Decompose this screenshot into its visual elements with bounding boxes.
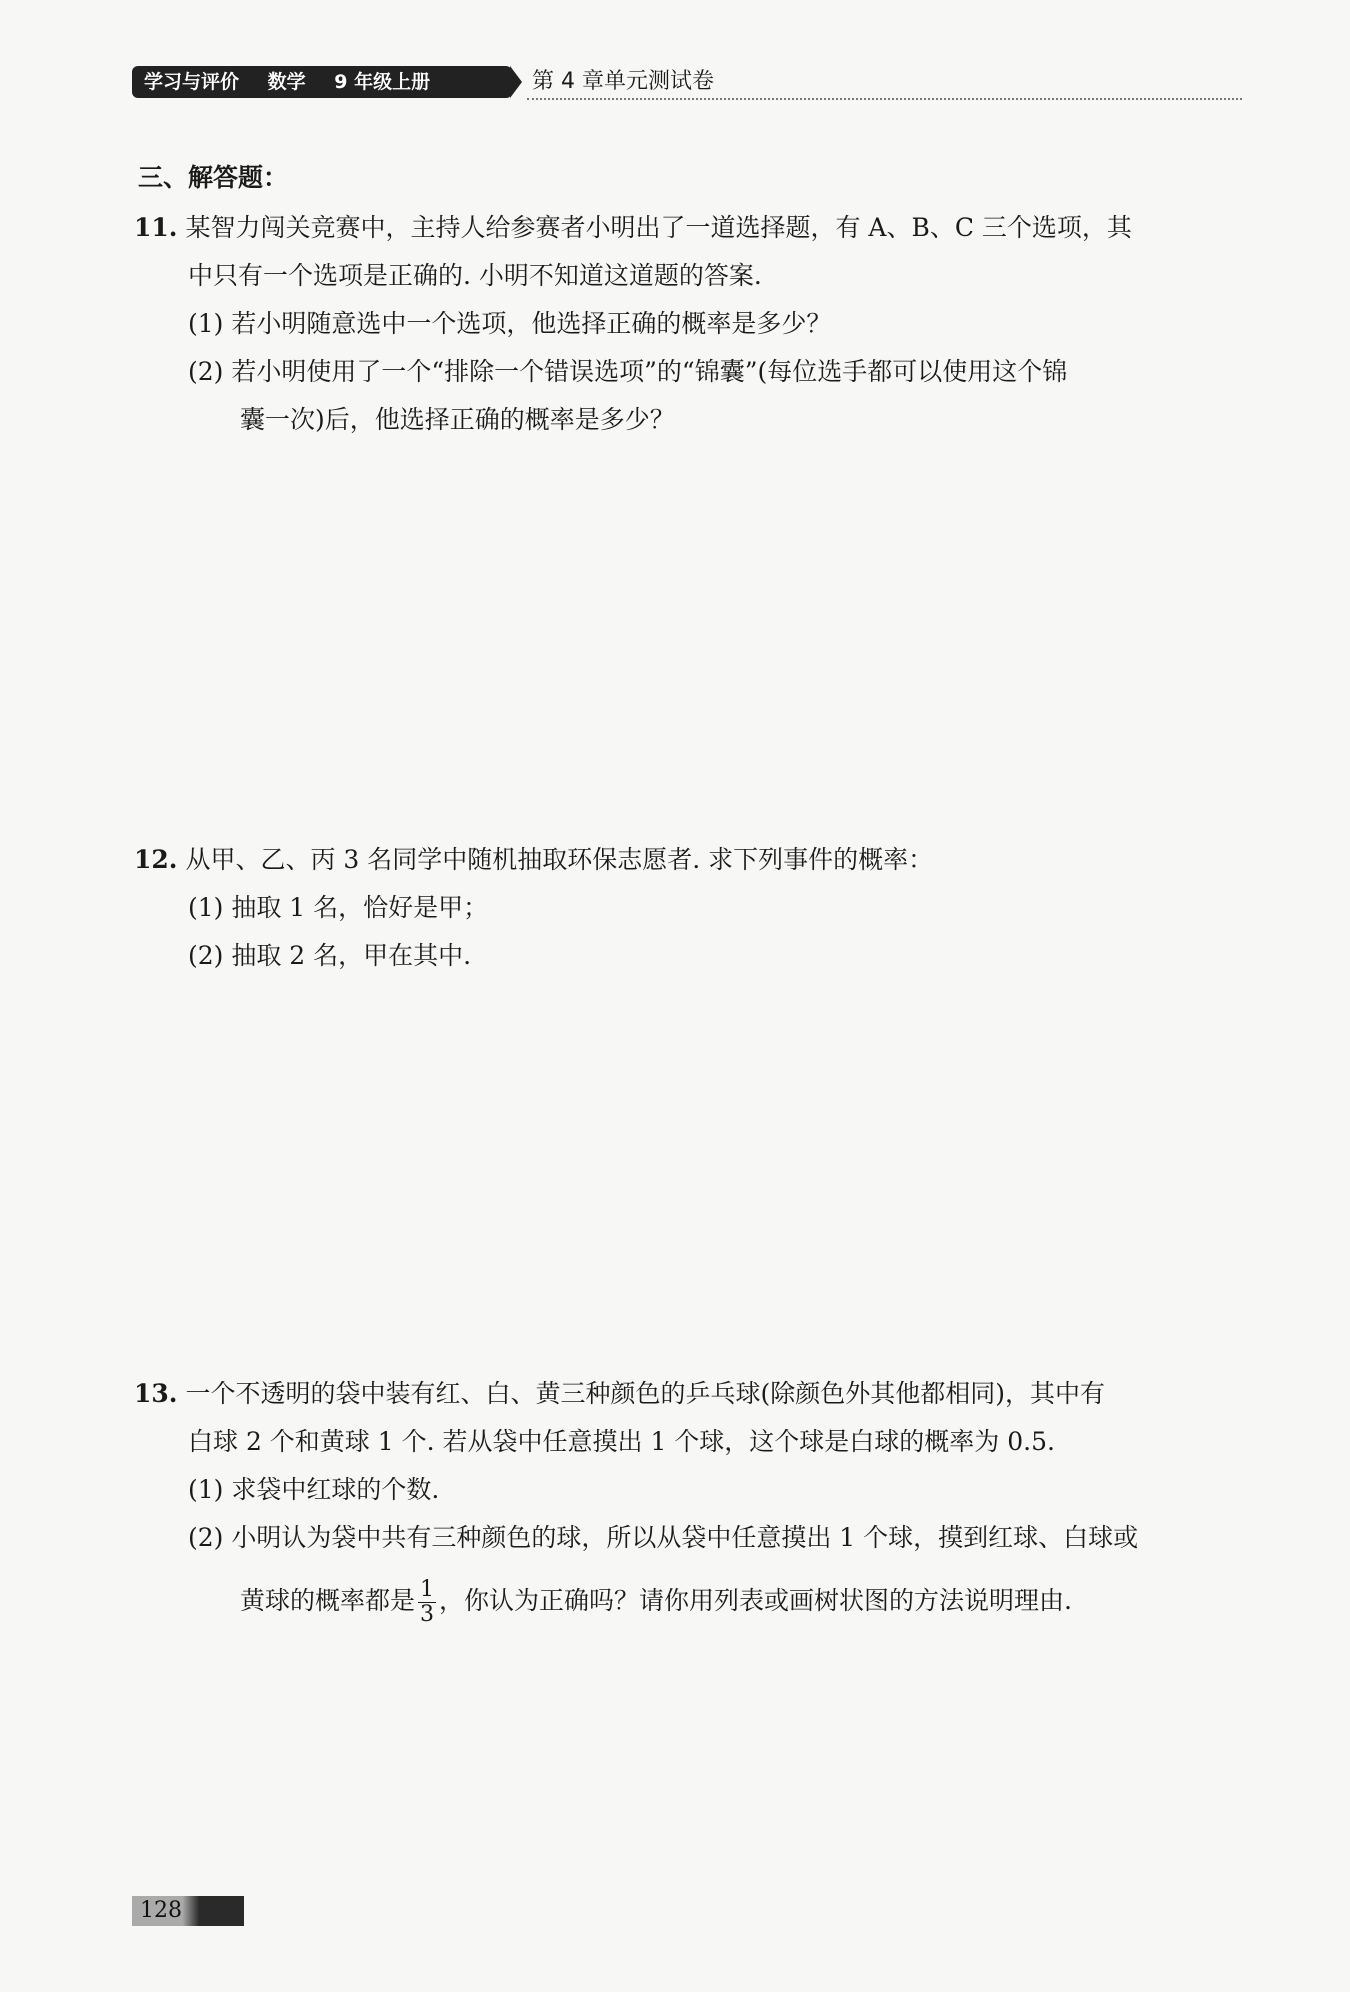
header-chapter-title: 第 4 章单元测试卷 xyxy=(532,69,714,94)
question-13-line-2: 白球 2 个和黄球 1 个. 若从袋中任意摸出 1 个球，这个球是白球的概率为 0.5. xyxy=(188,1427,1055,1456)
header-grade: 9 年级上册 xyxy=(334,71,431,93)
question-13-part-1: (1) 求袋中红球的个数. xyxy=(188,1475,440,1504)
header-badge xyxy=(132,66,512,98)
question-text: 从甲、乙、丙 3 名同学中随机抽取环保志愿者. 求下列事件的概率： xyxy=(185,845,934,874)
question-11-part-1: (1) 若小明随意选中一个选项，他选择正确的概率是多少？ xyxy=(188,309,832,338)
fraction-line-before: 黄球的概率都是 xyxy=(240,1586,416,1615)
question-11-line-2: 中只有一个选项是正确的. 小明不知道这道题的答案. xyxy=(188,261,762,290)
question-12-line-1 xyxy=(134,842,933,878)
question-number: 12. xyxy=(134,845,178,874)
question-number: 11. xyxy=(134,213,178,242)
question-13-part-2-line-1: (2) 小明认为袋中共有三种颜色的球，所以从袋中任意摸出 1 个球，摸到红球、白球或 xyxy=(188,1523,1139,1552)
header-dotted-rule xyxy=(527,98,1242,100)
header-book-title: 学习与评价 xyxy=(144,71,240,93)
question-11-line-1 xyxy=(134,210,1132,246)
fraction-line-after: ，你认为正确吗？请你用列表或画树状图的方法说明理由. xyxy=(439,1586,1072,1615)
header-subject: 数学 xyxy=(267,71,306,93)
question-12-part-2: (2) 抽取 2 名，甲在其中. xyxy=(188,941,472,970)
question-11-part-2-line-1: (2) 若小明使用了一个“排除一个错误选项”的“锦囊”(每位选手都可以使用这个锦 xyxy=(188,357,1068,386)
question-text: 一个不透明的袋中装有红、白、黄三种颜色的乒乓球(除颜色外其他都相同)，其中有 xyxy=(185,1379,1105,1408)
section-title: 三、解答题： xyxy=(138,163,289,192)
fraction-numerator: 1 xyxy=(420,1577,435,1602)
question-12-part-1: (1) 抽取 1 名，恰好是甲； xyxy=(188,893,489,922)
question-13-part-2-line-2 xyxy=(240,1578,1072,1627)
page-header xyxy=(132,64,1242,100)
fraction-one-third xyxy=(418,1578,436,1627)
question-text: 某智力闯关竞赛中，主持人给参赛者小明出了一道选择题，有 A、B、C 三个选项，其 xyxy=(185,213,1132,242)
question-number: 13. xyxy=(134,1379,178,1408)
question-11-part-2-line-2: 囊一次)后，他选择正确的概率是多少？ xyxy=(240,405,675,434)
question-13-line-1 xyxy=(134,1376,1105,1412)
header-badge-arrow xyxy=(510,66,522,98)
page-number: 128 xyxy=(140,1898,182,1923)
fraction-denominator: 3 xyxy=(420,1602,435,1627)
